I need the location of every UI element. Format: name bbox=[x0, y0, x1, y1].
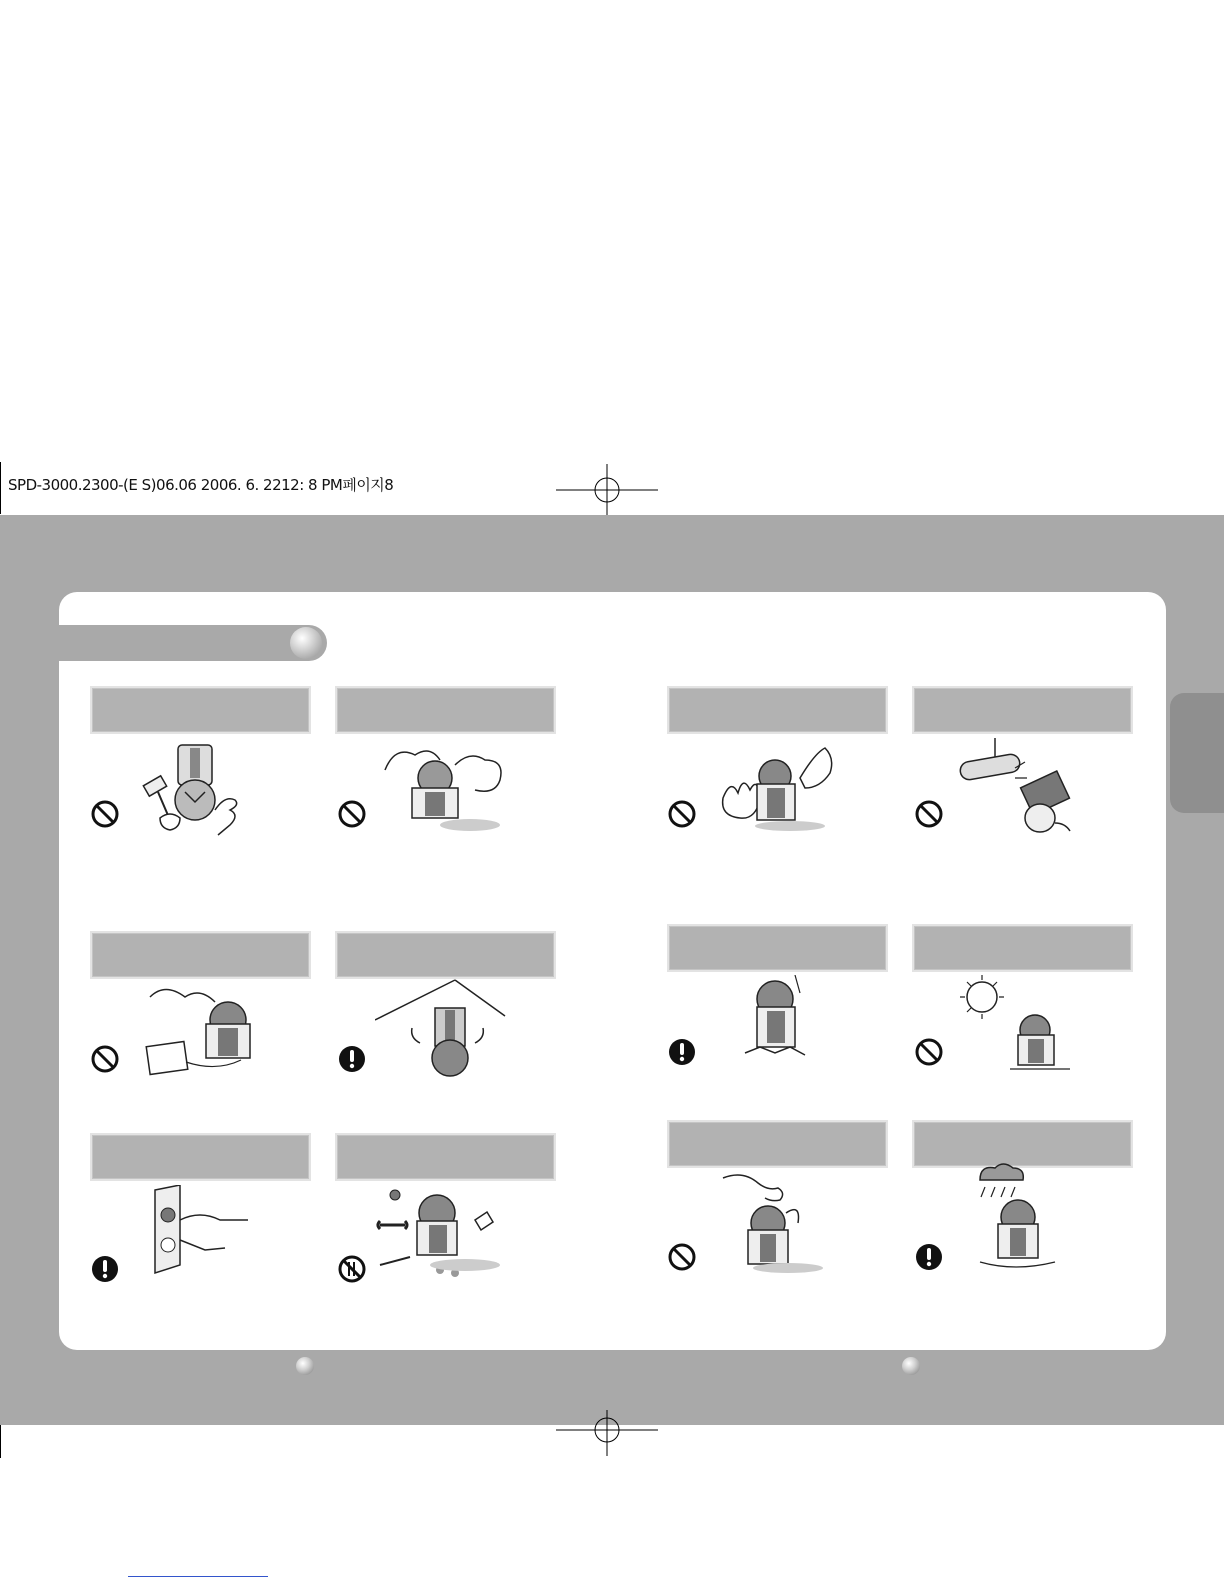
print-slug: SPD-3000.2300-(E S)06.06 2006. 6. 2212: 8 PM페이지8 bbox=[8, 476, 394, 494]
caution-label-box bbox=[912, 1120, 1133, 1168]
prohibited-icon bbox=[914, 799, 944, 829]
camera-hit-with-hammer-icon bbox=[140, 740, 250, 840]
camera-in-rain-icon bbox=[970, 1162, 1065, 1272]
camera-in-sunlight-icon bbox=[960, 975, 1080, 1075]
prohibited-icon bbox=[90, 1044, 120, 1074]
prohibited-icon bbox=[337, 799, 367, 829]
prohibited-icon bbox=[90, 799, 120, 829]
registration-mark-top bbox=[556, 464, 658, 516]
caution-label-box bbox=[667, 924, 888, 972]
registration-mark-bottom bbox=[556, 1410, 658, 1456]
prohibited-icon bbox=[914, 1037, 944, 1067]
mandatory-icon bbox=[667, 1037, 697, 1067]
camera-mounted-on-ceiling-icon bbox=[375, 978, 510, 1083]
camera-with-tools-and-parts-icon bbox=[375, 1185, 505, 1280]
page-number-dot-left bbox=[296, 1357, 314, 1375]
caution-label-box bbox=[335, 1133, 556, 1181]
caution-label-box bbox=[90, 931, 311, 979]
camera-with-spilled-chemical-icon bbox=[140, 982, 260, 1082]
caution-label-box bbox=[912, 686, 1133, 734]
mandatory-icon bbox=[337, 1044, 367, 1074]
hand-grabbing-camera-icon bbox=[718, 1168, 828, 1273]
prohibited-icon bbox=[667, 799, 697, 829]
hand-unplugging-from-outlet-icon bbox=[150, 1185, 250, 1275]
chapter-side-tab bbox=[1170, 693, 1224, 813]
camera-near-fire-and-spray-icon bbox=[715, 738, 845, 833]
caution-label-box bbox=[667, 686, 888, 734]
camera-in-smoke-icon bbox=[380, 740, 510, 835]
camera-under-air-conditioner-icon bbox=[955, 738, 1085, 838]
left-trim-line-top bbox=[0, 462, 1, 514]
caution-label-box bbox=[335, 686, 556, 734]
prohibited-icon bbox=[667, 1242, 697, 1272]
mandatory-icon bbox=[914, 1242, 944, 1272]
title-bullet-icon bbox=[290, 627, 322, 659]
camera-falling-icon bbox=[740, 975, 820, 1065]
mandatory-icon bbox=[90, 1254, 120, 1284]
no-disassembly-icon bbox=[337, 1254, 367, 1284]
caution-label-box bbox=[667, 1120, 888, 1168]
caution-label-box bbox=[912, 924, 1133, 972]
page-number-dot-right bbox=[902, 1357, 920, 1375]
caution-label-box bbox=[335, 931, 556, 979]
caution-label-box bbox=[90, 686, 311, 734]
bottom-underline bbox=[128, 1576, 268, 1577]
caution-label-box bbox=[90, 1133, 311, 1181]
section-title-bar bbox=[59, 625, 327, 661]
